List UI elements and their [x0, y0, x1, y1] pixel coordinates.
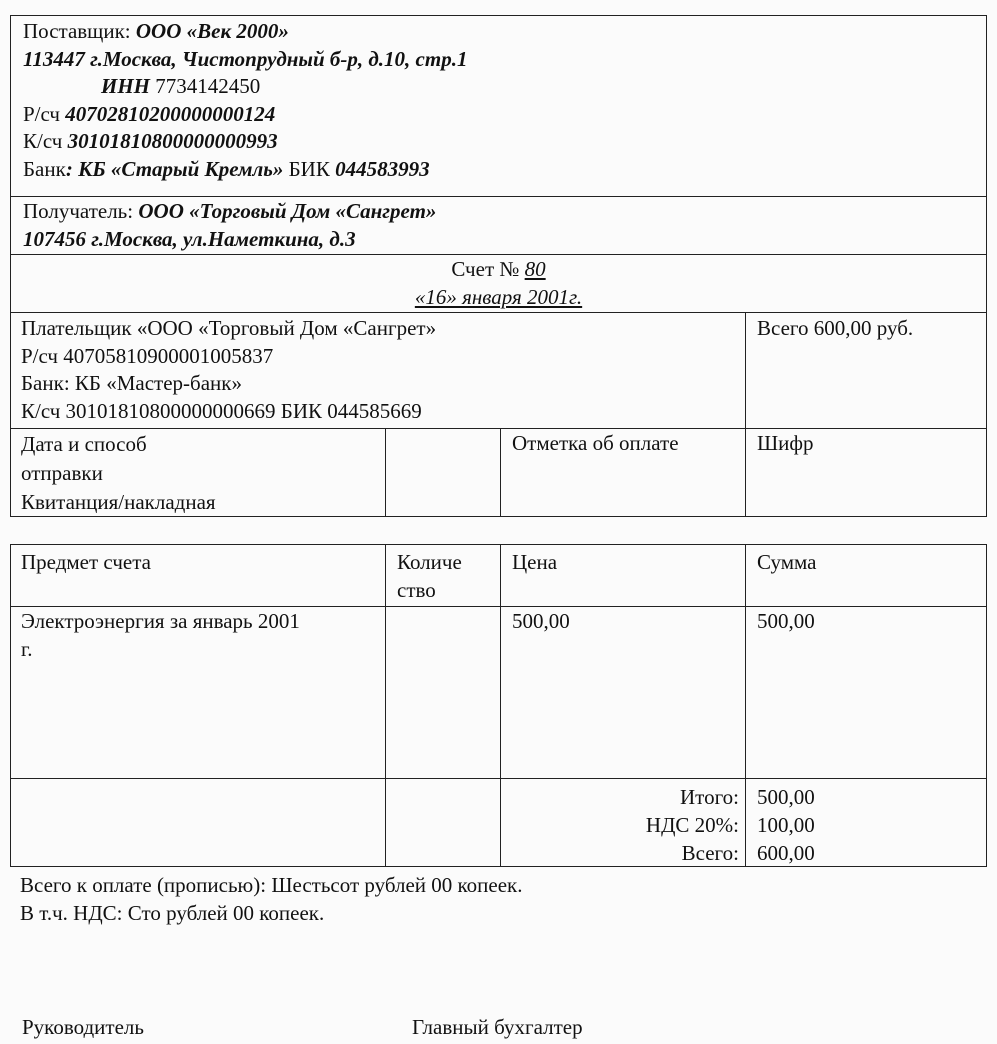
payer-rs: Р/сч 40705810900001005837 — [21, 343, 274, 368]
divider — [11, 606, 986, 607]
supplier-bank-label: Банк — [23, 156, 66, 181]
supplier-ks-label: К/сч — [23, 129, 68, 153]
supplier-address: 113447 г.Москва, Чистопрудный б-р, д.10, стр.1 — [23, 46, 468, 71]
divider — [11, 196, 986, 197]
shipping-date-method: Дата и способ отправки Квитанция/накладная — [21, 432, 216, 514]
divider — [745, 312, 746, 516]
amount-in-words: Всего к оплате (прописью): Шестьсот рублей 00 копеек. — [20, 873, 523, 897]
supplier-bik-value: 044583993 — [335, 156, 430, 181]
header-quantity: Количе ство — [397, 550, 462, 602]
supplier-rs-label: Р/сч — [23, 101, 66, 126]
divider — [11, 254, 986, 255]
recipient-name: ООО «Торговый Дом «Сангрет» — [138, 199, 437, 223]
totals-labels — [500, 783, 745, 867]
payment-mark-label: Отметка об оплате — [512, 431, 679, 455]
divider — [385, 428, 386, 516]
invoice-title-section — [11, 256, 986, 311]
invoice-number: 80 — [524, 257, 546, 281]
inn-value: 7734142450 — [150, 74, 261, 98]
supplier-bik-label: БИК — [283, 156, 336, 181]
vat-value: 100,00 — [757, 813, 815, 837]
header-price: Цена — [512, 550, 558, 574]
payer-bank: Банк: КБ «Мастер-банк» — [21, 371, 242, 395]
payer-section — [11, 315, 745, 425]
row-sum: 500,00 — [757, 609, 815, 633]
invoice-date: «16» января 2001г. — [414, 284, 583, 309]
divider — [11, 428, 986, 429]
header-subject: Предмет счета — [21, 550, 151, 574]
supplier-name: ООО «Век 2000» — [135, 19, 289, 43]
divider — [11, 778, 986, 779]
table-row — [11, 608, 986, 778]
accountant-signature-label: Главный бухгалтер — [412, 1015, 583, 1039]
supplier-rs-value: 40702810200000000124 — [65, 101, 276, 126]
supplier-section — [11, 18, 986, 194]
director-signature-label: Руководитель — [22, 1015, 144, 1039]
inn-label: ИНН — [101, 74, 151, 98]
vat-in-words: В т.ч. НДС: Сто рублей 00 копеек. — [20, 901, 325, 925]
subtotal-value: 500,00 — [757, 785, 815, 809]
supplier-bank-name: : КБ «Старый Кремль» — [65, 156, 284, 181]
divider — [11, 312, 986, 313]
recipient-label: Получатель: — [23, 199, 139, 223]
payer-name: Плательщик «ООО «Торговый Дом «Сангрет» — [21, 316, 437, 340]
recipient-address: 107456 г.Москва, ул.Наметкина, д.3 — [23, 226, 356, 251]
vat-label: НДС 20%: — [645, 813, 739, 837]
items-table — [10, 544, 987, 867]
invoice-header-block — [10, 15, 987, 517]
payer-ks-bik: К/сч 30101810800000000669 БИК 044585669 — [21, 398, 422, 423]
supplier-ks-value: 30101810800000000993 — [67, 129, 278, 153]
invoice-number-label: Счет № — [451, 257, 525, 281]
row-price: 500,00 — [512, 609, 570, 633]
header-sum: Сумма — [757, 550, 817, 574]
payer-total: Всего 600,00 руб. — [757, 316, 914, 340]
recipient-section — [11, 198, 986, 253]
subtotal-label: Итого: — [680, 785, 739, 809]
totals-values — [745, 783, 986, 867]
total-value: 600,00 — [757, 841, 815, 865]
total-label: Всего: — [681, 841, 739, 865]
cipher-label: Шифр — [757, 431, 814, 455]
row-subject: Электроэнергия за январь 2001 г. — [21, 609, 300, 661]
supplier-label: Поставщик: — [23, 19, 136, 43]
